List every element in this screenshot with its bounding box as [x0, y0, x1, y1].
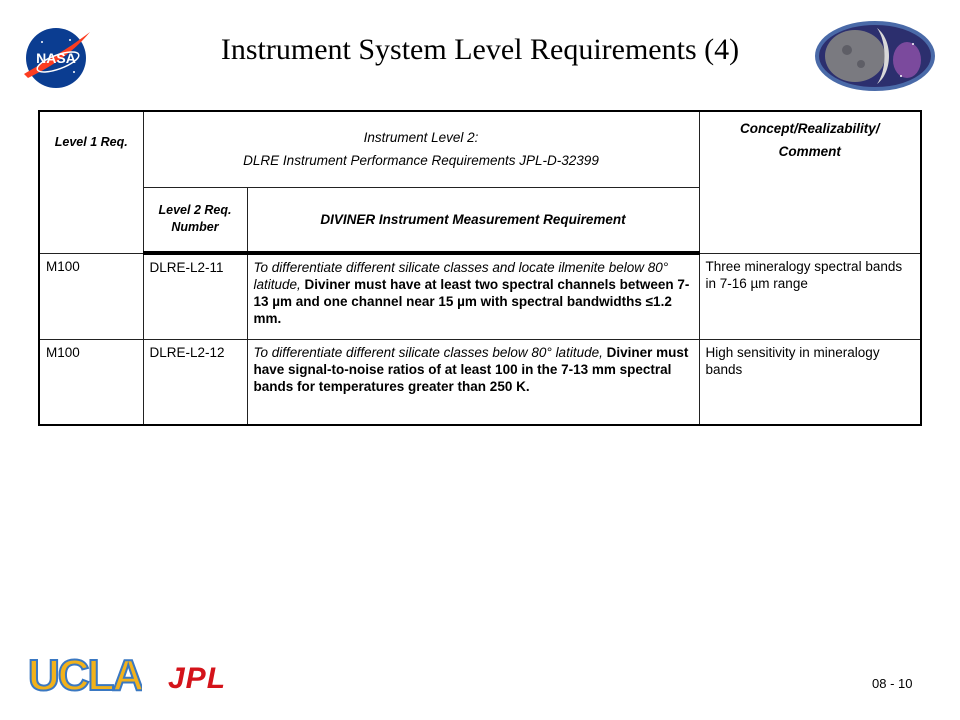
row-requirement — [247, 339, 699, 425]
svg-text:JPL: JPL — [168, 662, 227, 692]
header-level1-req: Level 1 Req. — [39, 111, 143, 253]
page-number: 08 - 10 — [872, 676, 913, 691]
table-row — [39, 253, 921, 339]
row-requirement-statement: Diviner must have at least two spectral channels between 7-13 µm and one channel near 15 µm with spectral bandwidths ≤1.2 mm. — [253, 277, 690, 326]
header-instrument-level2 — [143, 111, 699, 187]
row-requirement-statement: Diviner must have signal-to-noise ratios of at least 100 in the 7-13 mm spectral bands for temperatures greater than 250 K. — [253, 344, 689, 394]
nasa-logo — [20, 22, 92, 92]
header-concept-line1: Concept/Realizability/ — [739, 121, 880, 136]
requirements-table — [38, 110, 922, 426]
svg-text:NASA: NASA — [36, 50, 76, 66]
row-level1: M100 — [39, 253, 143, 339]
row-requirement-context: To differentiate different silicate classes below 80° latitude, — [253, 344, 607, 360]
row-level1: M100 — [39, 339, 143, 425]
header-concept-comment — [699, 111, 921, 253]
diviner-mission-logo — [813, 20, 937, 92]
header-concept-line2: Comment — [778, 144, 841, 159]
jpl-logo — [166, 662, 266, 692]
slide-title: Instrument System Level Requirements (4) — [220, 33, 740, 66]
header-measurement-requirement: DIVINER Instrument Measurement Requirement — [247, 187, 699, 253]
row-comment: High sensitivity in mineralogy bands — [699, 339, 921, 425]
row-comment: Three mineralogy spectral bands in 7-16 µm range — [699, 253, 921, 339]
table-row — [39, 339, 921, 425]
header-instrument-level2-line1: Instrument Level 2: — [363, 130, 479, 146]
row-requirement-context: To differentiate different silicate classes and locate ilmenite below 80° latitude, — [253, 260, 669, 292]
header-level2-number: Level 2 Req. Number — [143, 187, 247, 253]
ucla-logo — [26, 652, 142, 696]
svg-text:UCLA: UCLA — [28, 652, 142, 696]
header-instrument-level2-line2: DLRE Instrument Performance Requirements JPL-D-32399 — [243, 153, 599, 169]
row-requirement — [247, 253, 699, 339]
row-level2: DLRE-L2-12 — [143, 339, 247, 425]
row-level2: DLRE-L2-11 — [143, 253, 247, 339]
